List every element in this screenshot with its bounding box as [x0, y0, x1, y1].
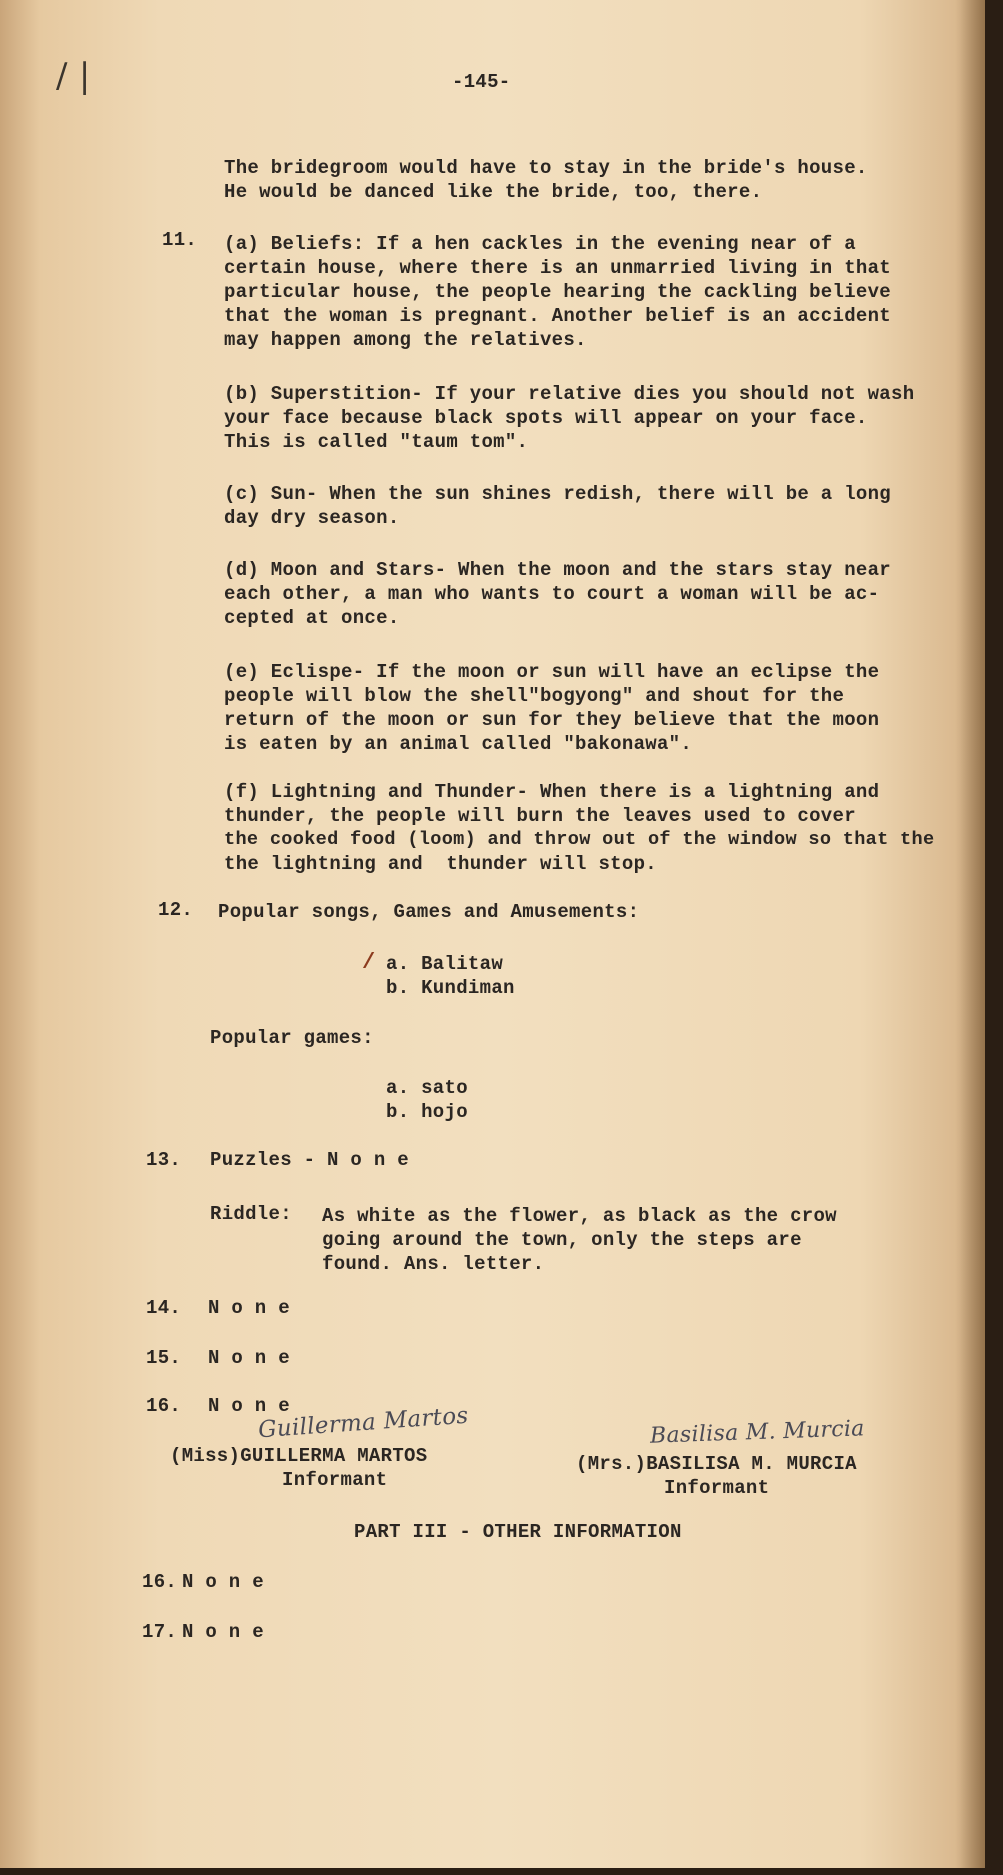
item-11b-line-3: This is called "taum tom". — [224, 431, 529, 453]
item-11d-line-1: (d) Moon and Stars- When the moon and the stars stay near — [224, 559, 892, 581]
item-11c-line-2: day dry season. — [224, 507, 400, 529]
right-signature: Basilisa M. Murcia — [649, 1416, 866, 1449]
part-3-item-16-text: N o n e — [182, 1571, 264, 1593]
intro-line-2: He would be danced like the bride, too, there. — [224, 181, 763, 203]
part-3-title: PART III - OTHER INFORMATION — [354, 1521, 682, 1543]
item-11e-line-2: people will blow the shell"bogyong" and shout for the — [224, 685, 845, 707]
riddle-line-2: going around the town, only the steps are — [322, 1229, 802, 1251]
item-11a-line-1: (a) Beliefs: If a hen cackles in the evening near of a — [224, 233, 856, 255]
puzzles-line: Puzzles - N o n e — [210, 1149, 409, 1171]
item-16-number: 16. — [146, 1395, 182, 1417]
item-11b-line-1: (b) Superstition- If your relative dies you should not wash — [224, 383, 915, 405]
item-15-number: 15. — [146, 1347, 182, 1369]
item-11-number: 11. — [162, 229, 198, 251]
item-11f-line-1: (f) Lightning and Thunder- When there is a lightning and — [224, 781, 880, 803]
song-b: b. Kundiman — [386, 977, 515, 999]
right-informant-name: (Mrs.)BASILISA M. MURCIA — [576, 1453, 857, 1475]
intro-line-1: The bridegroom would have to stay in the bride's house. — [224, 157, 868, 179]
item-11a-line-4: that the woman is pregnant. Another belief is an accident — [224, 305, 892, 327]
item-11b-line-2: your face because black spots will appear on your face. — [224, 407, 868, 429]
item-14-text: N o n e — [208, 1297, 290, 1319]
part-3-item-17-number: 17. — [142, 1621, 178, 1643]
margin-mark: / | — [56, 56, 91, 96]
right-informant-role: Informant — [664, 1477, 770, 1499]
riddle-line-1: As white as the flower, as black as the crow — [322, 1205, 837, 1227]
item-11f-line-3: the cooked food (loom) and throw out of the window so that the — [224, 829, 935, 850]
pencil-check-icon: / — [362, 950, 376, 975]
item-14-number: 14. — [146, 1297, 182, 1319]
game-a: a. sato — [386, 1077, 468, 1099]
item-11c-line-1: (c) Sun- When the sun shines redish, there will be a long — [224, 483, 892, 505]
item-11f-line-2: thunder, the people will burn the leaves used to cover — [224, 805, 856, 827]
left-signature: Guillerma Martos — [257, 1402, 470, 1444]
riddle-label: Riddle: — [210, 1203, 292, 1225]
item-11a-line-3: particular house, the people hearing the cackling believe — [224, 281, 892, 303]
item-12-title: Popular songs, Games and Amusements: — [218, 901, 640, 923]
item-11d-line-2: each other, a man who wants to court a woman will be ac- — [224, 583, 880, 605]
item-11a-line-2: certain house, where there is an unmarried living in that — [224, 257, 892, 279]
riddle-line-3: found. Ans. letter. — [322, 1253, 545, 1275]
item-13-number: 13. — [146, 1149, 182, 1171]
left-informant-role: Informant — [282, 1469, 388, 1491]
part-3-item-16-number: 16. — [142, 1571, 178, 1593]
item-11a-line-5: may happen among the relatives. — [224, 329, 587, 351]
game-b: b. hojo — [386, 1101, 468, 1123]
item-11e-line-4: is eaten by an animal called "bakonawa". — [224, 733, 693, 755]
item-11d-line-3: cepted at once. — [224, 607, 400, 629]
item-15-text: N o n e — [208, 1347, 290, 1369]
page-number: -145- — [452, 71, 511, 93]
song-a: a. Balitaw — [386, 953, 504, 975]
item-11e-line-1: (e) Eclispe- If the moon or sun will have an eclipse the — [224, 661, 880, 683]
left-informant-name: (Miss)GUILLERMA MARTOS — [170, 1445, 428, 1467]
item-12-number: 12. — [158, 899, 194, 921]
item-11f-line-4: the lightning and thunder will stop. — [224, 853, 657, 875]
games-title: Popular games: — [210, 1027, 374, 1049]
item-11e-line-3: return of the moon or sun for they believe that the moon — [224, 709, 880, 731]
item-16-text: N o n e — [208, 1395, 290, 1417]
part-3-item-17-text: N o n e — [182, 1621, 264, 1643]
